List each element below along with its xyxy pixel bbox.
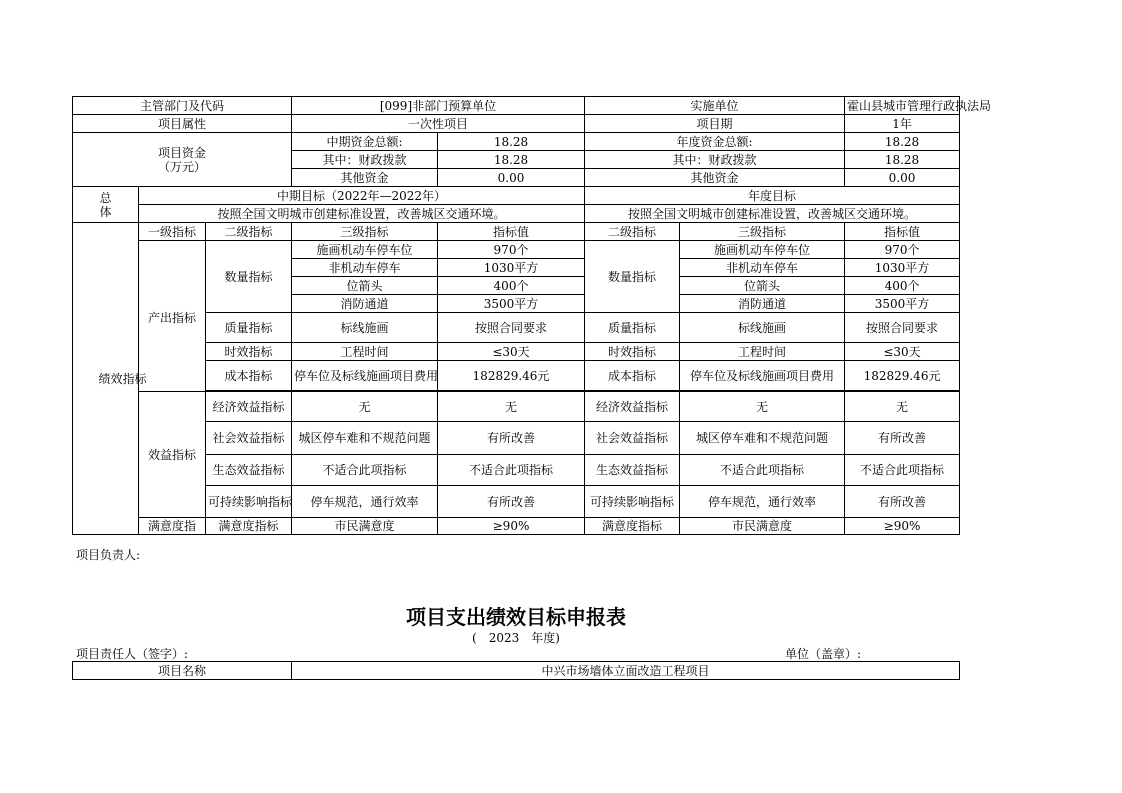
quantity-label: 数量指标	[206, 241, 292, 313]
project-name-value: 中兴市场墙体立面改造工程项目	[292, 662, 960, 680]
quantity-label-annual: 数量指标	[585, 241, 680, 313]
header-level3-annual: 三级指标	[680, 223, 845, 241]
sustain-value: 有所改善	[438, 486, 585, 518]
annual-fiscal-value: 18.28	[845, 151, 960, 169]
eco-name: 不适合此项指标	[292, 455, 438, 486]
econ-label: 经济效益指标	[206, 392, 292, 422]
header-value: 指标值	[438, 223, 585, 241]
form-year: ( 2023 年度)	[472, 631, 560, 645]
q4-name: 消防通道	[292, 295, 438, 313]
benefit-label: 效益指标	[139, 392, 206, 518]
impl-label: 实施单位	[585, 97, 845, 115]
sustain-label-annual: 可持续影响指标	[585, 486, 680, 518]
mid-goal-text: 按照全国文明城市创建标准设置，改善城区交通环境。	[139, 205, 585, 223]
performance-table	[72, 96, 992, 535]
q3-value-annual: 400个	[845, 277, 960, 295]
eco-name-annual: 不适合此项指标	[680, 455, 845, 486]
quality-label-annual: 质量指标	[585, 313, 680, 343]
attr-label: 项目属性	[73, 115, 292, 133]
social-name-annual: 城区停车难和不规范问题	[680, 422, 845, 455]
social-label: 社会效益指标	[206, 422, 292, 455]
satis-name-annual: 市民满意度	[680, 518, 845, 535]
mid-total-value: 18.28	[438, 133, 585, 151]
econ-label-annual: 经济效益指标	[585, 392, 680, 422]
time-name-annual: 工程时间	[680, 343, 845, 361]
quality-name-annual: 标线施画	[680, 313, 845, 343]
annual-other-value: 0.00	[845, 169, 960, 187]
cost-value-annual: 182829.46元	[845, 361, 960, 391]
time-label-annual: 时效指标	[585, 343, 680, 361]
annual-fiscal-label: 其中：财政拨款	[585, 151, 845, 169]
q2-name: 非机动车停车	[292, 259, 438, 277]
eco-value: 不适合此项指标	[438, 455, 585, 486]
form-title: 项目支出绩效目标申报表	[406, 605, 626, 629]
header-value-annual: 指标值	[845, 223, 960, 241]
mid-other-label: 其他资金	[292, 169, 438, 187]
cost-label-annual: 成本指标	[585, 361, 680, 391]
mid-goal-header: 中期目标（2022年—2022年）	[139, 187, 585, 205]
q4-name-annual: 消防通道	[680, 295, 845, 313]
cost-value: 182829.46元	[438, 361, 585, 391]
econ-value: 无	[438, 392, 585, 422]
mid-other-value: 0.00	[438, 169, 585, 187]
annual-total-value: 18.28	[845, 133, 960, 151]
mid-fiscal-label: 其中：财政拨款	[292, 151, 438, 169]
time-value: ≤30天	[438, 343, 585, 361]
q1-name-annual: 施画机动车停车位	[680, 241, 845, 259]
quality-label: 质量指标	[206, 313, 292, 343]
sustain-value-annual: 有所改善	[845, 486, 960, 518]
eco-label: 生态效益指标	[206, 455, 292, 486]
cost-name-annual: 停车位及标线施画项目费用	[680, 361, 845, 391]
cost-name: 停车位及标线施画项目费用	[292, 361, 438, 391]
annual-total-label: 年度资金总额:	[585, 133, 845, 151]
mid-fiscal-value: 18.28	[438, 151, 585, 169]
unit-stamp-label: 单位（盖章）:	[785, 647, 862, 661]
quality-name: 标线施画	[292, 313, 438, 343]
satis-label-annual: 满意度指标	[585, 518, 680, 535]
satis-value-annual: ≥90%	[845, 518, 960, 535]
time-label: 时效指标	[206, 343, 292, 361]
output-label: 产出指标	[139, 241, 206, 392]
header-level3: 三级指标	[292, 223, 438, 241]
social-name: 城区停车难和不规范问题	[292, 422, 438, 455]
annual-goal-text: 按照全国文明城市创建标准设置，改善城区交通环境。	[585, 205, 960, 223]
eco-label-annual: 生态效益指标	[585, 455, 680, 486]
econ-value-annual: 无	[845, 392, 960, 422]
header-level2: 二级指标	[206, 223, 292, 241]
econ-name: 无	[292, 392, 438, 422]
q4-value-annual: 3500平方	[845, 295, 960, 313]
social-value-annual: 有所改善	[845, 422, 960, 455]
mid-total-label: 中期资金总额:	[292, 133, 438, 151]
quality-value: 按照合同要求	[438, 313, 585, 343]
satis-label: 满意度指标	[206, 518, 292, 535]
header-level1: 一级指标	[139, 223, 206, 241]
goal-side-1: 总	[99, 190, 112, 205]
q3-name: 位箭头	[292, 277, 438, 295]
q1-name: 施画机动车停车位	[292, 241, 438, 259]
period-label: 项目期	[585, 115, 845, 133]
header-level2-annual: 二级指标	[585, 223, 680, 241]
annual-other-label: 其他资金	[585, 169, 845, 187]
econ-name-annual: 无	[680, 392, 845, 422]
time-value-annual: ≤30天	[845, 343, 960, 361]
eco-value-annual: 不适合此项指标	[845, 455, 960, 486]
q3-value: 400个	[438, 277, 585, 295]
sustain-name-annual: 停车规范，通行效率	[680, 486, 845, 518]
cost-label: 成本指标	[206, 361, 292, 391]
project-lead-label: 项目负责人:	[76, 548, 141, 562]
q1-value-annual: 970个	[845, 241, 960, 259]
fund-label-line1: 项目资金	[157, 145, 206, 160]
satis-name: 市民满意度	[292, 518, 438, 535]
fund-label	[73, 133, 292, 187]
impl-value: 霍山县城市管理行政执法局	[845, 97, 960, 115]
social-value: 有所改善	[438, 422, 585, 455]
goal-side-label	[73, 187, 139, 223]
perf-side-label	[73, 223, 147, 535]
responsible-label: 项目责任人（签字）:	[76, 647, 189, 661]
q1-value: 970个	[438, 241, 585, 259]
annual-goal-header: 年度目标	[585, 187, 960, 205]
q2-value: 1030平方	[438, 259, 585, 277]
q3-name-annual: 位箭头	[680, 277, 845, 295]
project-name-label: 项目名称	[73, 662, 292, 680]
social-label-annual: 社会效益指标	[585, 422, 680, 455]
attr-value: 一次性项目	[292, 115, 585, 133]
quality-value-annual: 按照合同要求	[845, 313, 960, 343]
sustain-label: 可持续影响指标	[206, 486, 292, 518]
q4-value: 3500平方	[438, 295, 585, 313]
time-name: 工程时间	[292, 343, 438, 361]
sustain-name: 停车规范，通行效率	[292, 486, 438, 518]
perf-side-text: 绩效指标	[98, 371, 147, 386]
q2-value-annual: 1030平方	[845, 259, 960, 277]
period-value: 1年	[845, 115, 960, 133]
satis-level1: 满意度指	[139, 518, 206, 535]
goal-side-2: 体	[99, 204, 112, 219]
satis-value: ≥90%	[438, 518, 585, 535]
q2-name-annual: 非机动车停车	[680, 259, 845, 277]
project-name-table	[72, 661, 960, 680]
dept-label: 主管部门及代码	[73, 97, 292, 115]
fund-label-line2: （万元）	[157, 159, 206, 174]
dept-value: [099]非部门预算单位	[292, 97, 585, 115]
